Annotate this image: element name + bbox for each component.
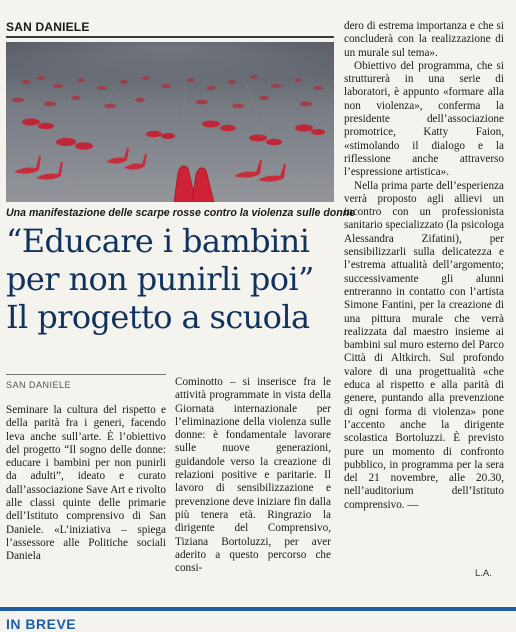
byline-rule	[6, 374, 166, 375]
headline-line-1: “Educare i bambini	[6, 222, 310, 260]
column-1-text: Seminare la cultura del rispetto e della parità fra i generi, facendo leva anche sull’arte. È l’obiettivo del progetto “Il sogno delle donne: educare i bambini per non punirli da adulti”, ideato e curato dall’associazione Save Art e rivolto alle classi quinte delle primarie dell’Istituto comprensivo di San Daniele. «L’iniziativa – spiega l’assessore alle Politiche sociali Daniela	[6, 404, 166, 563]
footer-bar	[0, 607, 516, 611]
headline-line-2: per non punirli poi”	[6, 260, 314, 298]
column-2-text: Cominotto – si inserisce fra le attività programmate in vista della Giornata internazionale per l’eliminazione della violenza sulle donne: è fondamentale lavorare sulle nuove generazioni, guidandole verso la creazione di relazioni positive e paritarie. Il lavoro di sensibilizzazione e prevenzione deve iniziare fin dalla più tenera età. Ringrazio la dirigente del Comprensivo, Tiziana Bortoluzzi, per aver aderito a questo percorso che consi-	[175, 376, 331, 575]
article-photo	[6, 42, 334, 202]
column-3-paragraph-2: Obiettivo del programma, che si strutturerà in una serie di laboratori, è appunto «formare alla non violenza», conferma la presidente dell’associazione promotrice, Katty Faion, «stimolando il dialogo e la riflessione anche attraverso l’espressione artistica».	[344, 59, 504, 179]
article-column-2	[175, 376, 331, 575]
column-3-paragraph-3: Nella prima parte dell’esperienza verrà proposto agli allievi un incontro con un professionista sanitario specializzato (la psicologa Alessandra Zifatini), per sensibilizzarli sulla delicatezza e l’estrema attualità dell’argomento; successivamente gli alunni entreranno in contatto con l’artista Simone Fantini, per la creazione di una pittura murale che verrà realizzata dal maestro insieme ai bambini sul muro esterno del Parco Città di Altkirch. Sul profondo valore di una progettualità «che educa al rispetto e alla parità di genere, puntando alla prevenzione di ogni forma di violenza» pone l’accento anche la dirigente scolastica Bortoluzzi. È previsto pure un momento di confronto pubblico, in programma per la sera del 21 novembre, alle 20.30, nell’auditorium dell’Istituto comprensivo. —	[344, 179, 504, 511]
column-3-paragraph-1: dero di estrema importanza e che si concluderà con la realizzazione di un murale sul tema».	[344, 20, 504, 59]
article-column-3	[344, 20, 504, 512]
red-shoes-photo	[6, 42, 334, 202]
photo-caption: Una manifestazione delle scarpe rosse contro la violenza sulle donne	[6, 207, 356, 219]
headline-line-3: Il progetto a scuola	[6, 298, 310, 336]
byline: SAN DANIELE	[6, 380, 72, 390]
section-rule	[6, 36, 334, 38]
article-column-1	[6, 404, 166, 564]
headline	[6, 222, 336, 336]
in-breve-label: IN BREVE	[6, 616, 77, 632]
section-label: SAN DANIELE	[6, 20, 90, 34]
author-signature: L.A.	[475, 568, 492, 579]
